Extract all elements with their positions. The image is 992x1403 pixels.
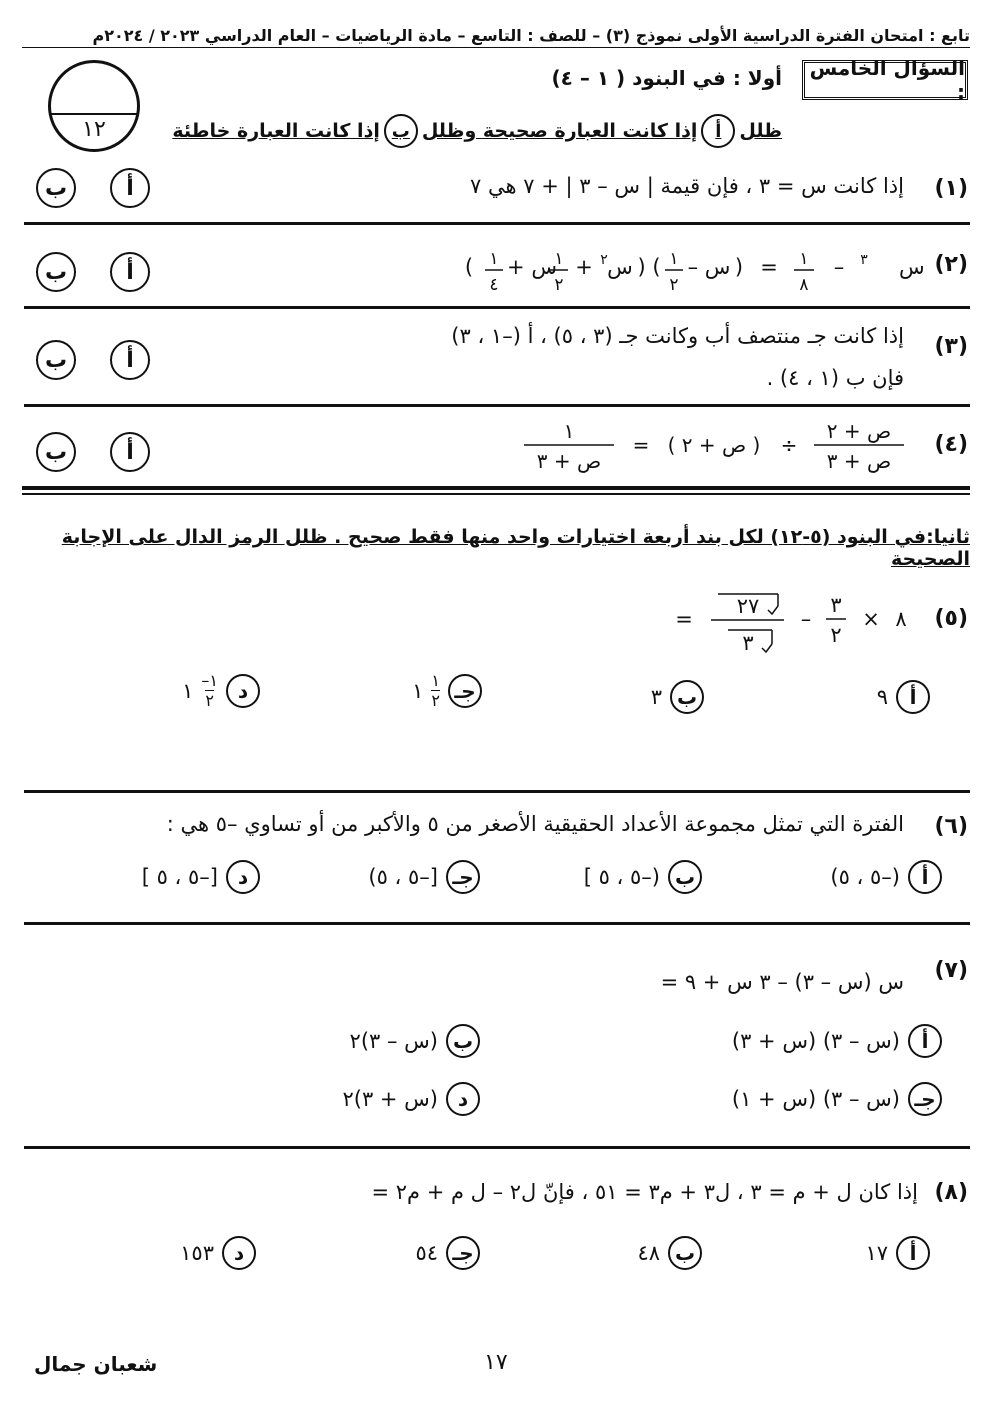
- true-symbol-circle: أ: [701, 114, 735, 148]
- tf-item-2: [28, 242, 968, 295]
- author-name: شعبان جمال: [34, 1352, 158, 1376]
- item-text: إذا كانت س = ٣ ، فإن قيمة | س – ٣ | + ٧ هي ٧: [470, 174, 904, 198]
- svg-text:) (: ) (: [637, 255, 661, 279]
- option-value: (س – ٣) (س + ١): [731, 1087, 900, 1111]
- option-whole: ١: [182, 679, 194, 703]
- svg-text:٢: ٢: [600, 252, 608, 268]
- tf-item-4: [28, 416, 968, 476]
- option-label-c[interactable]: جـ: [446, 1236, 480, 1270]
- svg-text:٨: ٨: [799, 275, 809, 295]
- q7-option-c[interactable]: [732, 1082, 942, 1116]
- item-number: (٣): [934, 334, 968, 359]
- q8-option-b[interactable]: [637, 1236, 702, 1270]
- item-text-line2: فإن ب (١ ، ٤) .: [766, 366, 904, 390]
- option-label-d[interactable]: د: [226, 860, 260, 894]
- svg-text:١: ١: [563, 419, 575, 443]
- score-circle: [48, 60, 140, 152]
- question-text: الفترة التي تمثل مجموعة الأعداد الحقيقية الأصغر من ٥ والأكبر من أو تساوي –٥ هي :: [166, 812, 904, 836]
- option-label-c[interactable]: جـ: [448, 674, 482, 708]
- q5-option-d[interactable]: [182, 672, 260, 710]
- question-label: السؤال الخامس :: [802, 60, 968, 100]
- option-label-d[interactable]: د: [222, 1236, 256, 1270]
- svg-text:×: ×: [862, 607, 880, 631]
- option-value: (–٥ ، ٥): [830, 865, 900, 889]
- option-value: (–٥ ، ٥ ]: [583, 865, 660, 889]
- q8-option-d[interactable]: [180, 1236, 256, 1270]
- item-number: (٦): [934, 814, 968, 839]
- option-b-circle[interactable]: ب: [36, 432, 76, 472]
- option-b-circle[interactable]: ب: [36, 252, 76, 292]
- option-label-a[interactable]: أ: [908, 1024, 942, 1058]
- svg-text:): ): [464, 255, 474, 279]
- q6-option-b[interactable]: [584, 860, 702, 894]
- svg-text:٣: ٣: [830, 593, 842, 617]
- option-label-b[interactable]: ب: [668, 860, 702, 894]
- option-value: [–٥ ، ٥ ]: [141, 865, 218, 889]
- item-number: (٧): [934, 958, 968, 983]
- svg-text:٣: ٣: [860, 252, 868, 268]
- svg-text:( ص + ٢ ): ( ص + ٢ ): [667, 433, 761, 457]
- q8-option-a[interactable]: [865, 1236, 930, 1270]
- option-label-b[interactable]: ب: [668, 1236, 702, 1270]
- svg-text:س –: س –: [687, 255, 731, 279]
- svg-text:١: ١: [489, 249, 499, 269]
- q7-option-b[interactable]: [350, 1024, 480, 1058]
- svg-text:٢: ٢: [554, 275, 564, 295]
- option-label-a[interactable]: أ: [908, 860, 942, 894]
- option-value: ٥٤: [415, 1241, 438, 1265]
- option-value: [–٥ ، ٥): [368, 865, 438, 889]
- svg-text:–: –: [800, 607, 812, 631]
- instruction-true: إذا كانت العبارة صحيحة وظلل: [421, 120, 698, 142]
- option-a-circle[interactable]: أ: [110, 340, 150, 380]
- option-a-circle[interactable]: أ: [110, 168, 150, 208]
- svg-text:ص + ٣: ص + ٣: [826, 449, 892, 473]
- option-label-c[interactable]: جـ: [446, 860, 480, 894]
- svg-text:=: =: [632, 433, 650, 457]
- svg-text:١: ١: [799, 249, 809, 269]
- item-number: (٨): [934, 1180, 968, 1205]
- option-fraction: ١– ٢: [201, 671, 218, 710]
- option-fraction: ١ ٢: [431, 671, 440, 710]
- q5-option-b[interactable]: [651, 680, 704, 714]
- svg-text:(: (: [734, 255, 744, 279]
- item-number: (٢): [934, 252, 968, 277]
- part2-title: ثانيا:في البنود (٥-١٢) لكل بند أربعة اختيارات واحد منها فقط صحيح . ظلل الرمز الدال على الإجابة الصحيحة: [61, 526, 970, 570]
- item-number: (١): [934, 176, 968, 201]
- divider: [24, 922, 970, 925]
- question-text: س (س – ٣) – ٣ س + ٩ =: [660, 970, 904, 994]
- svg-text:٢: ٢: [669, 275, 679, 295]
- svg-text:=: =: [760, 255, 778, 279]
- svg-text:س +: س +: [507, 255, 557, 279]
- tf-item-1: [28, 170, 968, 218]
- divider: [24, 790, 970, 793]
- svg-text:س: س: [899, 255, 925, 279]
- option-a-circle[interactable]: أ: [110, 432, 150, 472]
- svg-text:١: ١: [554, 249, 564, 269]
- option-value: ١٥٣: [180, 1241, 214, 1265]
- q8-option-c[interactable]: [415, 1236, 480, 1270]
- svg-text:٨: ٨: [895, 607, 907, 631]
- option-label-b[interactable]: ب: [446, 1024, 480, 1058]
- item-text: إذا كانت جـ منتصف أب وكانت جـ (٣ ، ٥) ، أ (–١ ، ٣): [451, 324, 904, 348]
- score-value: ١٢: [82, 117, 106, 142]
- item-2-expression: [384, 242, 925, 295]
- divider: [24, 1146, 970, 1149]
- option-label-d[interactable]: د: [446, 1082, 480, 1116]
- tf-item-3: [28, 320, 968, 400]
- divider: [24, 404, 970, 407]
- instruction-shade: ظلل: [739, 120, 782, 142]
- option-whole: ١: [412, 679, 424, 703]
- q7-option-a[interactable]: [732, 1024, 942, 1058]
- svg-text:٢٧: ٢٧: [736, 594, 760, 618]
- section-divider: [22, 486, 970, 490]
- svg-text:س: س: [607, 255, 633, 279]
- option-value: (س – ٣) (س + ٣): [731, 1029, 900, 1053]
- option-label-a[interactable]: أ: [896, 1236, 930, 1270]
- item-4-expression: [524, 416, 904, 476]
- option-label-c[interactable]: جـ: [908, 1082, 942, 1116]
- option-label-d[interactable]: د: [226, 674, 260, 708]
- exam-header: تابع : امتحان الفترة الدراسية الأولى نموذج (٣) – للصف : التاسع – مادة الرياضيات – العام الدراسي ٢٠٢٣ / ٢٠٢٤م: [22, 26, 970, 48]
- page-number: ١٧: [484, 1350, 508, 1375]
- svg-text:٢: ٢: [830, 623, 842, 647]
- part1-instruction: [172, 114, 782, 148]
- score-divider: [51, 113, 137, 115]
- option-value: ٩: [876, 685, 888, 709]
- svg-text:=: =: [675, 607, 693, 631]
- option-label-a[interactable]: أ: [896, 680, 930, 714]
- divider: [24, 222, 970, 225]
- option-value: (س + ٣)٢: [342, 1087, 438, 1111]
- instruction-false: إذا كانت العبارة خاطئة: [172, 120, 380, 142]
- svg-text:٣: ٣: [742, 631, 754, 655]
- question-text: إذا كان ل + م = ٣ ، ل٣ + م٣ = ٥١ ، فإنّ ل٢ – ل م + م٢ =: [371, 1180, 918, 1204]
- q5-option-c[interactable]: [412, 672, 482, 710]
- option-value: ٣: [650, 685, 662, 709]
- divider: [24, 306, 970, 309]
- svg-text:٤: ٤: [489, 275, 499, 295]
- q6-option-d[interactable]: [142, 860, 260, 894]
- option-value: ٤٨: [637, 1241, 660, 1265]
- svg-text:+: +: [575, 255, 593, 279]
- q5-option-a[interactable]: [877, 680, 930, 714]
- option-b-circle[interactable]: ب: [36, 340, 76, 380]
- q6-option-a[interactable]: [830, 860, 942, 894]
- option-b-circle[interactable]: ب: [36, 168, 76, 208]
- item-number: (٤): [934, 432, 968, 457]
- svg-text:١: ١: [669, 249, 679, 269]
- q5-expression: [656, 586, 916, 658]
- svg-text:÷: ÷: [780, 433, 798, 457]
- option-label-b[interactable]: ب: [670, 680, 704, 714]
- section-divider-thin: [22, 493, 970, 495]
- item-number: (٥): [934, 606, 968, 631]
- svg-text:ص + ٣: ص + ٣: [536, 449, 602, 473]
- option-value: ١٧: [865, 1241, 888, 1265]
- svg-text:–: –: [833, 255, 845, 279]
- part1-title: أولا : في البنود ( ١ – ٤): [551, 66, 782, 90]
- q7-option-d[interactable]: [342, 1082, 480, 1116]
- svg-text:ص + ٢: ص + ٢: [826, 419, 892, 443]
- q6-option-c[interactable]: [368, 860, 480, 894]
- option-a-circle[interactable]: أ: [110, 252, 150, 292]
- false-symbol-circle: ب: [384, 114, 418, 148]
- option-value: (س – ٣)٢: [349, 1029, 438, 1053]
